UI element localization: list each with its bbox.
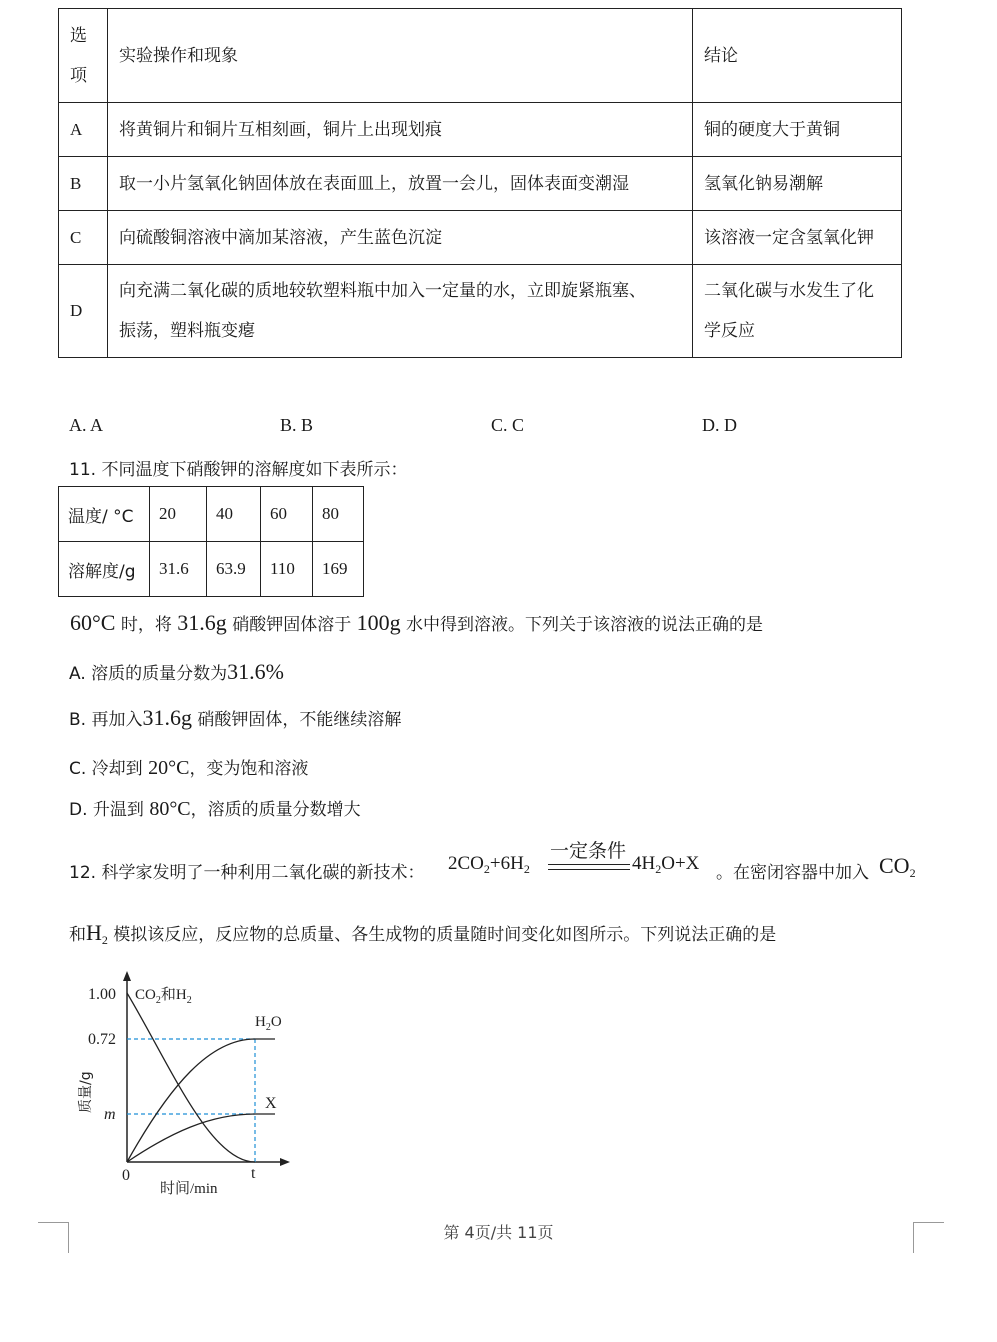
mass-time-graph: [60, 965, 310, 1200]
y-axis-label: 质量/g: [78, 1071, 94, 1113]
row-option: A: [59, 103, 108, 157]
row-option: B: [59, 157, 108, 211]
q11-option-a[interactable]: A. 溶质的质量分数为31.6%: [69, 659, 284, 684]
row-operation: 取一小片氢氧化钠固体放在表面皿上，放置一会儿，固体表面变潮湿: [108, 157, 693, 211]
series-label-x: X: [265, 1095, 277, 1112]
table-row: [59, 487, 364, 542]
table-row: [59, 542, 364, 597]
q10-choice-d[interactable]: D. D: [702, 415, 737, 435]
equation-products: $4H_2O+X$: [632, 853, 700, 876]
header-operation: 实验操作和现象: [108, 9, 693, 103]
y-tick-label: m: [104, 1106, 116, 1123]
series-label-reactants: $CO_2$和$H_2$: [135, 987, 192, 1006]
temp-cell: 20: [150, 487, 207, 542]
x-tick-label: 0: [122, 1167, 130, 1184]
table-row: [59, 211, 902, 265]
solubility-cell: 63.9: [207, 542, 261, 597]
row-operation: 向硫酸铜溶液中滴加某溶液，产生蓝色沉淀: [108, 211, 693, 265]
q11-option-b[interactable]: B. 再加入31.6g 硝酸钾固体，不能继续溶解: [69, 705, 402, 730]
temp-cell: 40: [207, 487, 261, 542]
q12-line2: 和$H_2$ 模拟该反应，反应物的总质量、各生成物的质量随时间变化如图所示。下列说法正确的是: [69, 920, 777, 947]
header-conclusion: 结论: [693, 9, 902, 103]
page-footer: 第 4页/共 11页: [443, 1223, 554, 1242]
y-tick-label: 1.00: [88, 986, 116, 1003]
x-axis-label: 时间/min: [160, 1181, 218, 1197]
series-reactants-curve: [127, 993, 255, 1162]
row-conclusion: 铜的硬度大于黄铜: [693, 103, 902, 157]
q11-stem: 11. 不同温度下硝酸钾的溶解度如下表所示：: [69, 460, 408, 480]
row-conclusion: 氢氧化钠易潮解: [693, 157, 902, 211]
q12-stem-mid: 。在密闭容器中加入: [716, 863, 869, 883]
row-operation: 将黄铜片和铜片互相刻画，铜片上出现划痕: [108, 103, 693, 157]
co2-formula: $CO_2$: [879, 853, 916, 880]
x-tick-label: t: [251, 1165, 256, 1182]
series-label-h2o: $H_2O$: [255, 1014, 282, 1033]
equation-arrow: [548, 864, 630, 870]
y-axis-arrow: [123, 971, 131, 981]
q10-choice-a[interactable]: A. A: [69, 415, 104, 435]
header-option: 选 项: [59, 9, 108, 103]
table-header-row: [59, 9, 902, 103]
q12-stem: 12. 科学家发明了一种利用二氧化碳的新技术：: [69, 863, 425, 883]
q10-choice-c[interactable]: C. C: [491, 415, 525, 435]
series-h2o-curve: [127, 1039, 275, 1162]
row-option: C: [59, 211, 108, 265]
row-conclusion: 该溶液一定含氢氧化钾: [693, 211, 902, 265]
chemical-equation: $2CO_2+6H_2$: [448, 853, 530, 876]
row-conclusion: 二氧化碳与水发生了化 学反应: [693, 265, 902, 358]
row-operation: 向充满二氧化碳的质地较软塑料瓶中加入一定量的水，立即旋紧瓶塞、 振荡，塑料瓶变瘪: [108, 265, 693, 358]
solubility-cell: 110: [261, 542, 313, 597]
temp-cell: 80: [313, 487, 364, 542]
reaction-condition: 一定条件: [549, 841, 626, 862]
q10-choice-b[interactable]: B. B: [280, 415, 314, 435]
experiment-table: [58, 8, 902, 358]
x-axis-arrow: [280, 1158, 290, 1166]
temp-cell: 60: [261, 487, 313, 542]
q11-option-d[interactable]: D. 升温到 80°C，溶质的质量分数增大: [69, 798, 361, 820]
solubility-label: 溶解度/g: [59, 542, 150, 597]
row-option: D: [59, 265, 108, 358]
temp-label: 温度/ °C: [59, 487, 150, 542]
solubility-table: [58, 486, 364, 597]
table-row: [59, 103, 902, 157]
solubility-cell: 31.6: [150, 542, 207, 597]
table-row: [59, 265, 902, 358]
q11-option-c[interactable]: C. 冷却到 20°C，变为饱和溶液: [69, 757, 309, 779]
solubility-cell: 169: [313, 542, 364, 597]
q11-question: 60°C 时，将 31.6g 硝酸钾固体溶于 100g 水中得到溶液。下列关于该溶液的说法正确的是: [70, 610, 764, 635]
table-row: [59, 157, 902, 211]
y-tick-label: 0.72: [88, 1031, 116, 1048]
